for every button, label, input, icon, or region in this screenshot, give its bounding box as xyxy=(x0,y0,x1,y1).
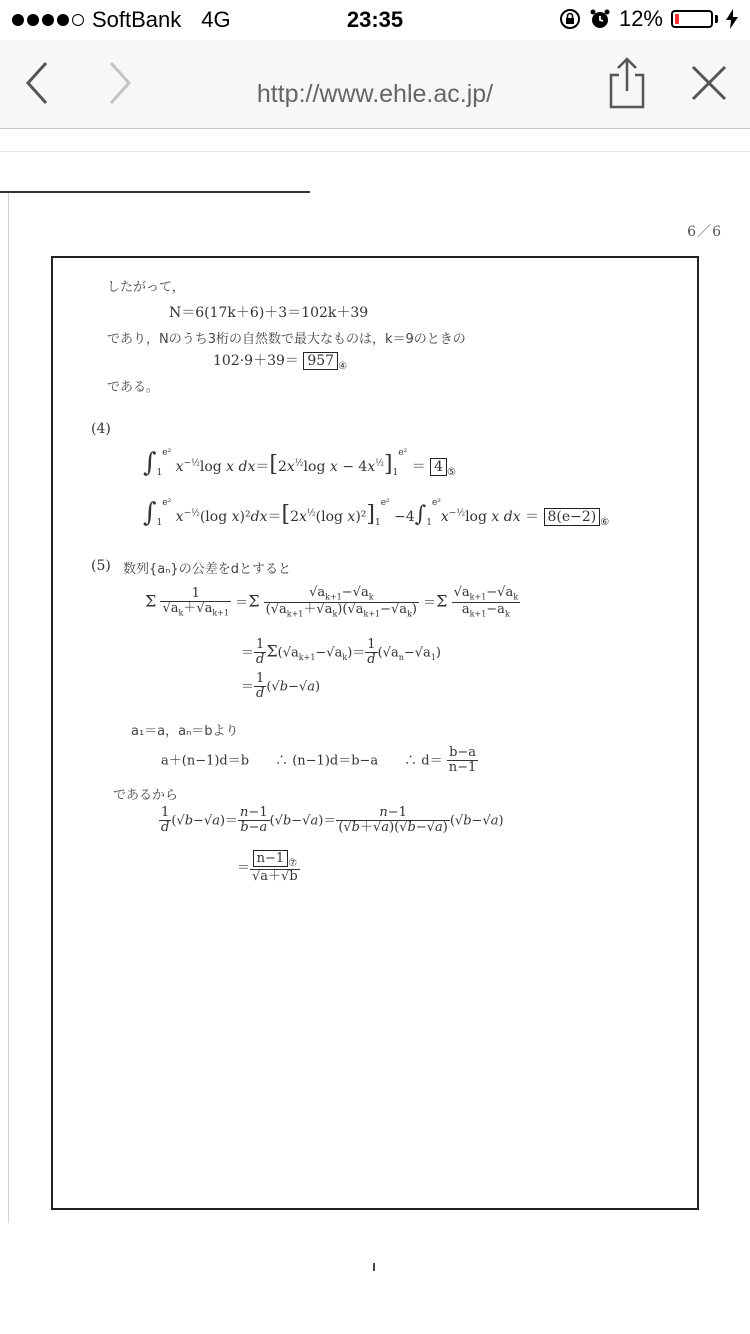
section-label-4: (4) xyxy=(91,421,111,437)
web-content[interactable] xyxy=(0,129,750,1334)
charging-icon xyxy=(726,9,738,29)
close-icon xyxy=(690,64,728,102)
sequence-text: 数列{aₙ}の公差をdとすると xyxy=(123,562,291,577)
d-fraction-denominator: n−1 xyxy=(448,760,477,776)
answer-mark-7: ⑦ xyxy=(288,858,298,869)
answer-box-6: 8(e−2) xyxy=(544,508,601,526)
explanation-text: であり，Nのうち3桁の自然数で最大なものは，k＝9のときの xyxy=(107,332,466,347)
status-bar xyxy=(0,0,750,40)
alarm-icon xyxy=(589,8,611,30)
battery-percent: 12% xyxy=(618,6,663,31)
battery-fill xyxy=(675,14,679,24)
network-type: 4G xyxy=(201,7,231,32)
condition-equation-text: a＋(n−1)d＝b ∴ (n−1)d＝b−a ∴ d＝ xyxy=(161,753,443,769)
final-equation-2: ＝ $\frac{n-1 _⑦}{√a+√b}$ xyxy=(237,851,298,884)
sum-equation-1: Σ $\frac{1}{√a_k+√a_{k+1}}$ ＝Σ $\frac{√a_{k+1}-√a_k}{(√a_{k+1}+√a_k)(√a_{k+1}-√a_k)}$ ＝Σ $\frac{√a_{k+1}-√a_k}{a_{k+1}-a_k}$ xyxy=(145,585,519,619)
answer-mark-4: ④ xyxy=(338,361,348,372)
sum-equation-2: ＝ $\frac{1}{d}$ $\Sigma(√a_{k+1}-√a_k)=$ $\frac{1}{d}$ $(√a_n-√a_1)$ xyxy=(241,637,441,668)
d-fraction-numerator: b−a xyxy=(447,746,479,761)
calc-expression: 102·9＋39＝ xyxy=(213,353,299,369)
page-mark xyxy=(373,1263,375,1271)
close-button[interactable] xyxy=(684,58,734,108)
intro-text: したがって， xyxy=(107,280,185,295)
answer-box-5: 4 xyxy=(430,458,447,476)
share-icon xyxy=(607,57,647,109)
condition-text: a₁＝a，aₙ＝bより xyxy=(131,724,239,739)
answer-mark-6: ⑥ xyxy=(600,517,610,528)
battery-icon xyxy=(671,10,713,28)
integral-2: $\int_1^{e^2}$ $x^{-\frac{1}{2}}(\log$ $x)^2dx=[2x^{\frac{1}{2}}(\log$ $x)^2]_1^{e^2} -4\int_1^{e^2}x^{-\frac{1}{2}}\log$ x dx ＝ 8(e−2) $_⑥$ xyxy=(143,498,610,528)
calc-line xyxy=(213,350,347,372)
page-number: 6／6 xyxy=(687,224,722,240)
sum-equation-3: ＝ $\frac{1}{d}$ (√b−√a) xyxy=(241,671,321,702)
orientation-lock-icon xyxy=(559,8,581,30)
carrier-name: SoftBank xyxy=(92,7,182,32)
answer-box-4: 957 xyxy=(303,352,338,370)
previous-page-edge xyxy=(0,191,310,193)
clock: 23:35 xyxy=(346,7,404,32)
answer-7-denominator: √a＋√b xyxy=(252,869,298,884)
section-label-5: (5) xyxy=(91,558,111,574)
conclusion-text: である。 xyxy=(107,380,160,395)
answer-sheet-frame xyxy=(51,256,699,1210)
answer-box-7: n−1 xyxy=(253,850,289,867)
address-bar[interactable]: http://www.ehle.ac.jp/ xyxy=(256,80,494,108)
battery-nub xyxy=(715,15,718,23)
page-left-edge xyxy=(8,193,9,1223)
integral-1: $\int_1^{e^2}$ $x^{-\frac{1}{2}}\log$ x $dx=[2x^{\frac{1}{2}}\log$ $x - 4x^{\frac{1}{2}}]_1^{e^2} = 4$ $_⑤$ xyxy=(143,448,457,478)
divider xyxy=(0,151,750,152)
equation-N: N＝6(17k＋6)＋3＝102k＋39 xyxy=(169,305,369,321)
browser-toolbar xyxy=(0,40,750,129)
therefore-text: であるから xyxy=(113,788,179,803)
answer-mark-5: ⑤ xyxy=(447,467,457,478)
final-equation-1: $\frac{1}{d}$ (√b−√a)＝ $\frac{n-1}{b-a}$ (√b−√a)＝ $\frac{n-1}{(√b+√a)(√b-√a)}$ (√b−√a) xyxy=(161,805,504,836)
condition-equation xyxy=(161,746,478,776)
share-button[interactable] xyxy=(602,58,652,108)
status-right xyxy=(559,6,738,32)
